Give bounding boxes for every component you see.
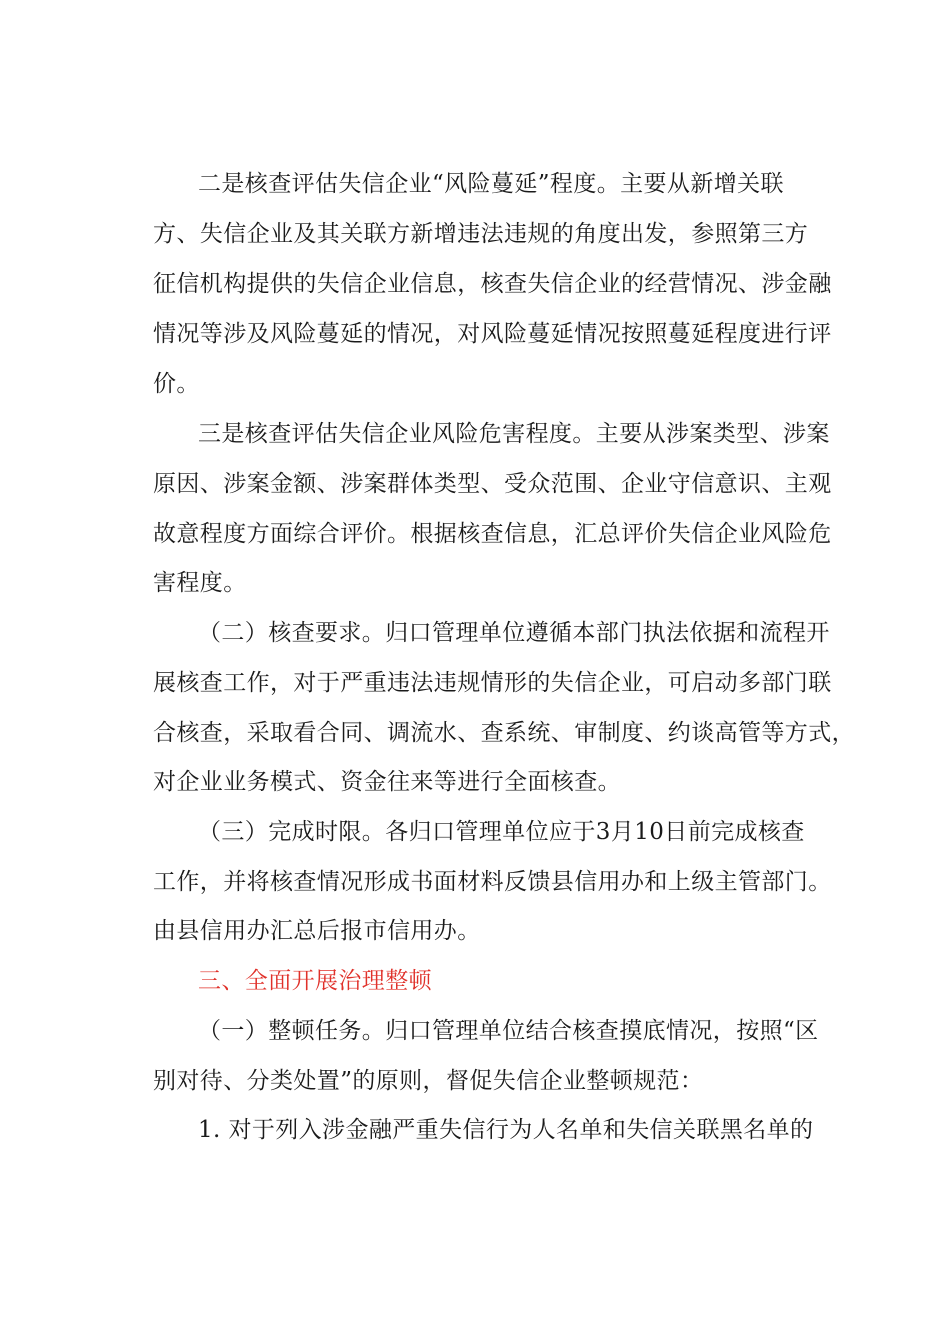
paragraph-line: 情况等涉及风险蔓延的情况，对风险蔓延情况按照蔓延程度进行评 xyxy=(153,321,832,347)
paragraph-line: 工作，并将核查情况形成书面材料反馈县信用办和上级主管部门。 xyxy=(153,869,832,895)
paragraph-line: 价。 xyxy=(153,371,200,397)
paragraph-line: 征信机构提供的失信企业信息，核查失信企业的经营情况、涉金融 xyxy=(153,271,832,297)
section-heading: 三、全面开展治理整顿 xyxy=(198,968,432,994)
paragraph-line: 原因、涉案金额、涉案群体类型、受众范围、企业守信意识、主观 xyxy=(153,471,832,497)
paragraph-line: 害程度。 xyxy=(153,570,247,596)
paragraph-line: 二是核查评估失信企业“风险蔓延”程度。主要从新增关联 xyxy=(198,171,784,197)
paragraph-line: （二）核查要求。归口管理单位遵循本部门执法依据和流程开 xyxy=(198,620,830,646)
paragraph-line: 三是核查评估失信企业风险危害程度。主要从涉案类型、涉案 xyxy=(198,421,830,447)
paragraph-line: 展核查工作，对于严重违法违规情形的失信企业，可启动多部门联 xyxy=(153,670,832,696)
paragraph-line: 别对待、分类处置”的原则，督促失信企业整顿规范： xyxy=(153,1068,704,1094)
paragraph-line: 对企业业务模式、资金往来等进行全面核查。 xyxy=(153,769,621,795)
paragraph-line: 合核查，采取看合同、调流水、查系统、审制度、约谈高管等方式， xyxy=(153,720,855,746)
paragraph-line: （三）完成时限。各归口管理单位应于3月10日前完成核查 xyxy=(198,819,805,845)
paragraph-line: 故意程度方面综合评价。根据核查信息，汇总评价失信企业风险危 xyxy=(153,521,832,547)
paragraph-line: 1. 对于列入涉金融严重失信行为人名单和失信关联黑名单的 xyxy=(198,1117,814,1143)
paragraph-line: （一）整顿任务。归口管理单位结合核查摸底情况，按照“区 xyxy=(198,1018,819,1044)
paragraph-line: 由县信用办汇总后报市信用办。 xyxy=(153,918,481,944)
paragraph-line: 方、失信企业及其关联方新增违法违规的角度出发，参照第三方 xyxy=(153,221,809,247)
